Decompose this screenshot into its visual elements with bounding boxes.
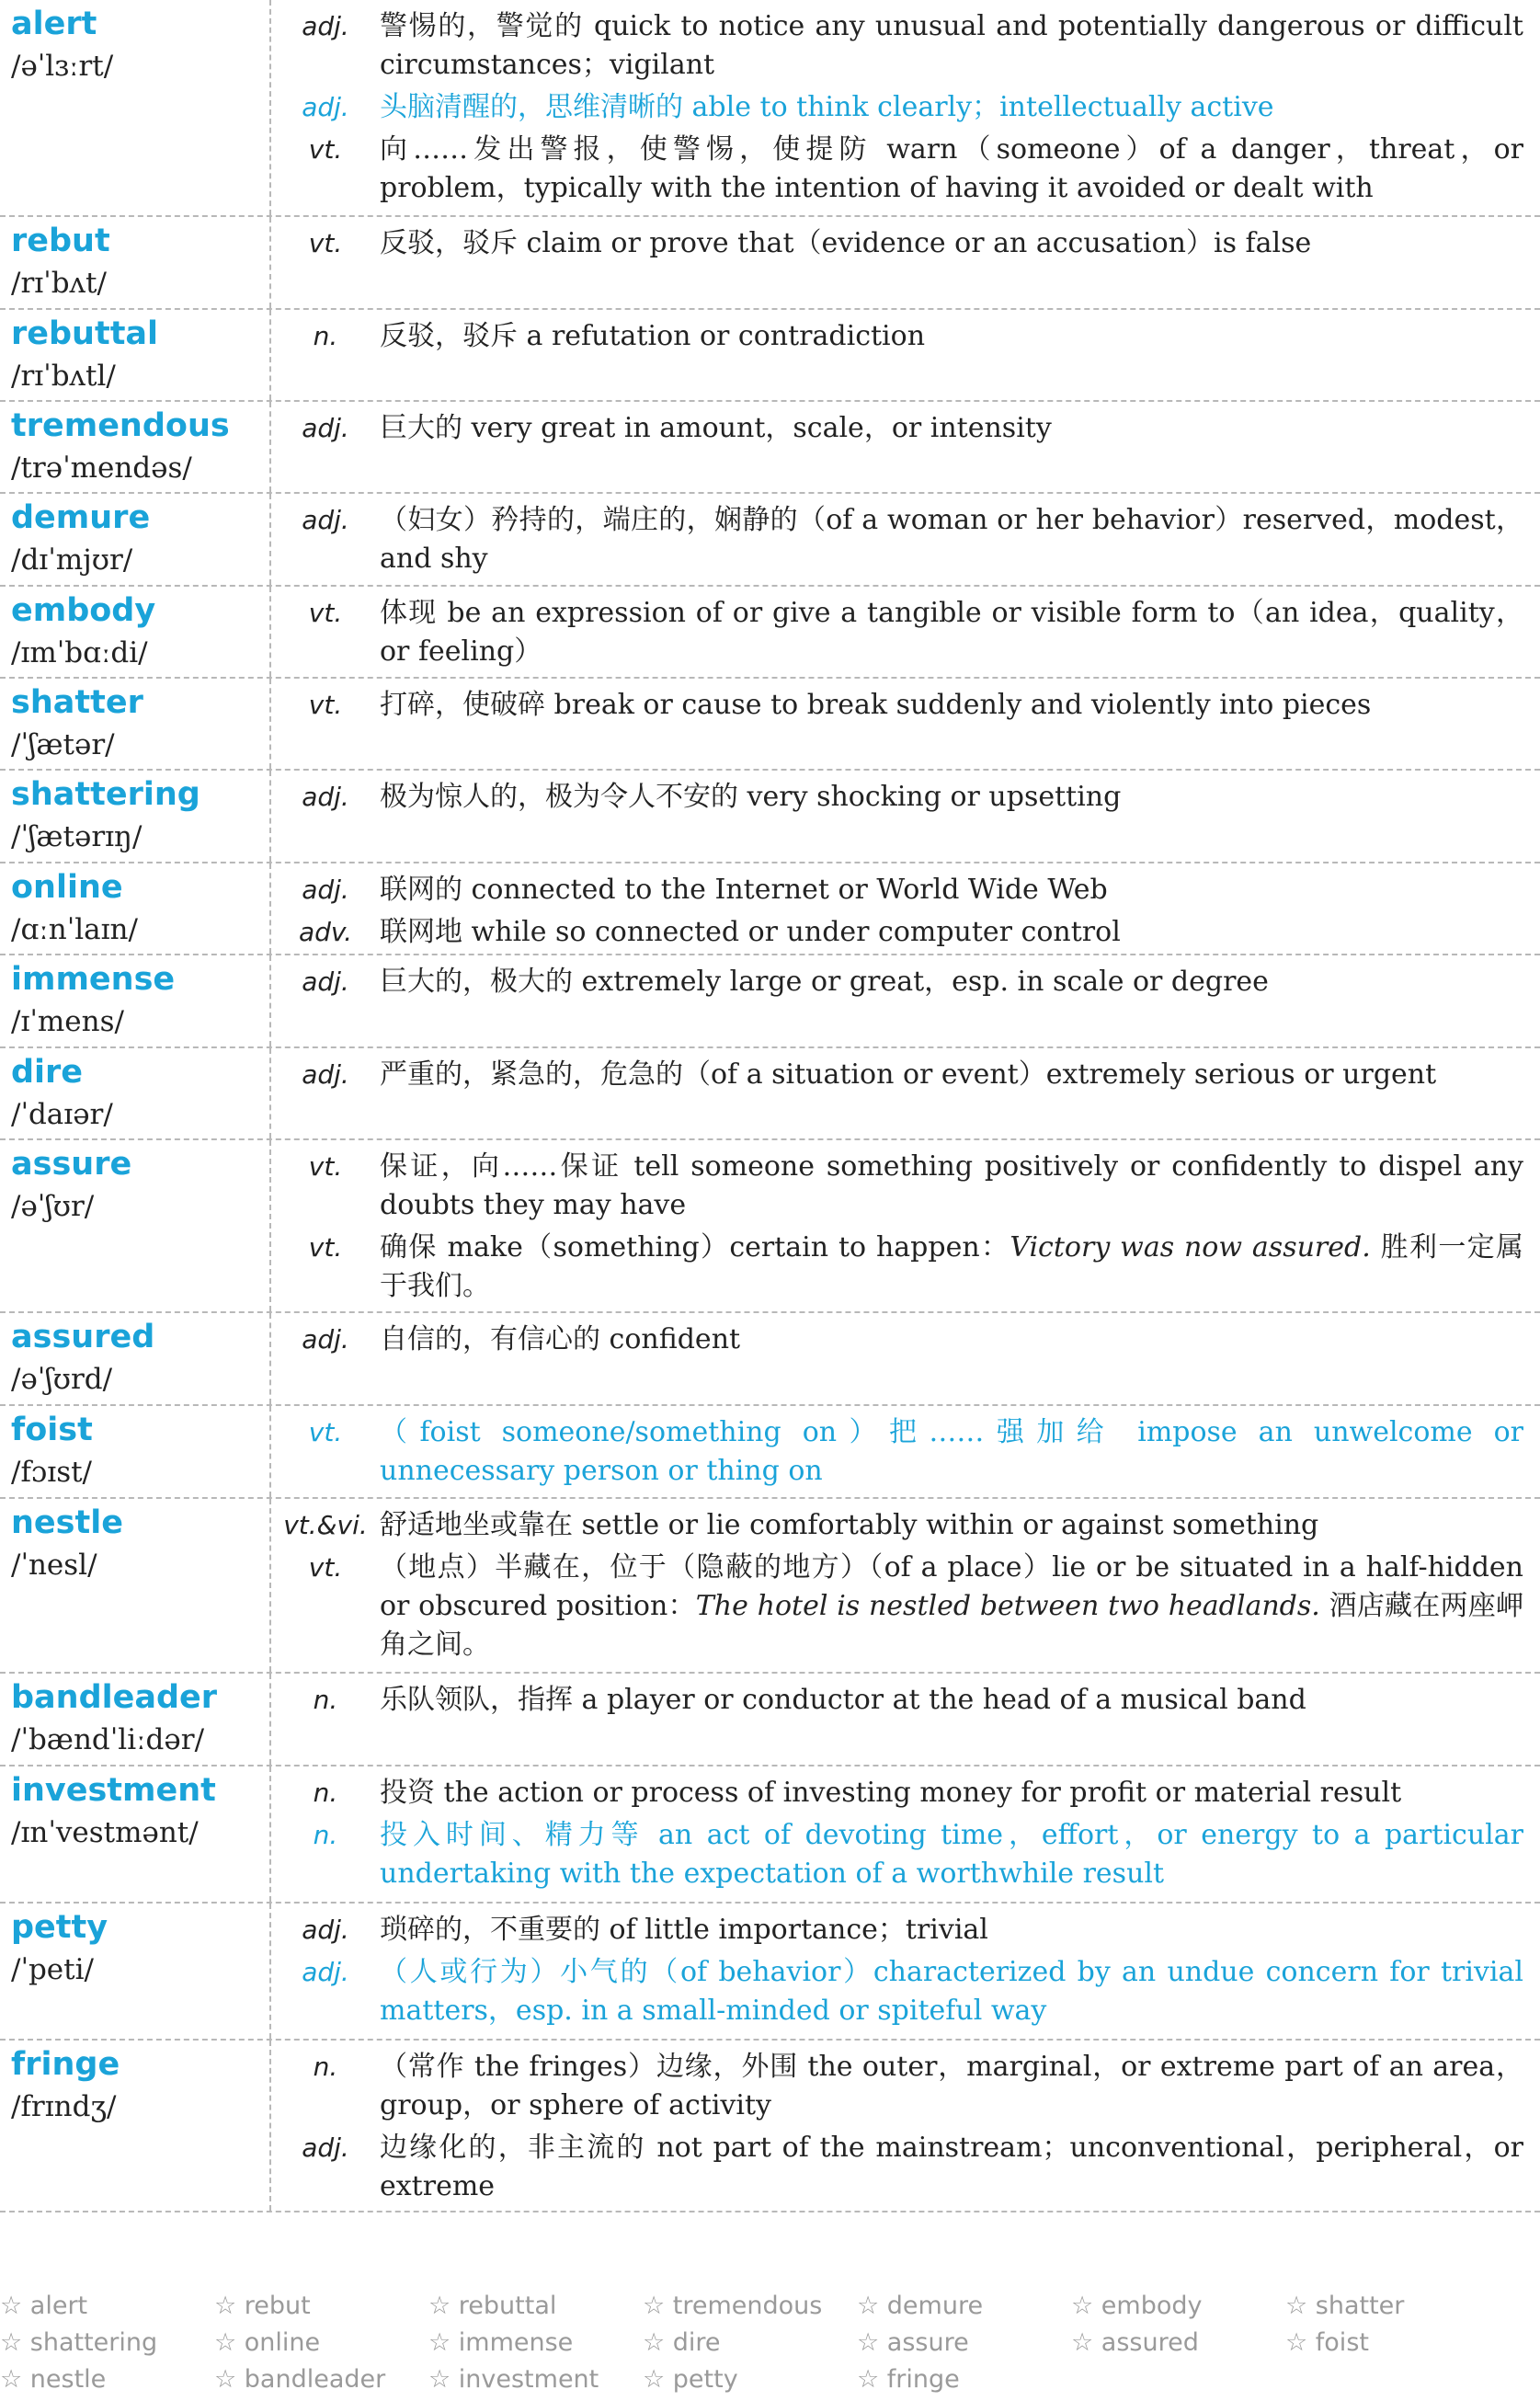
definition-main: 保证，向……保证 tell someone something positively or confidently to dispel any doubts they may have xyxy=(380,1150,1523,1221)
sense xyxy=(271,1506,1523,1545)
headword-column xyxy=(0,1313,271,1404)
headword-column xyxy=(0,863,271,954)
sense xyxy=(271,409,1523,448)
sense xyxy=(271,7,1523,85)
phonetic: /ɑːnˈlaɪn/ xyxy=(11,913,138,946)
phonetic: /ˈdaɪər/ xyxy=(11,1098,113,1131)
headword: assure xyxy=(11,1146,132,1183)
part-of-speech: vt.&vi. xyxy=(283,1510,368,1540)
definition-text xyxy=(380,1413,1523,1491)
index-item: ☆ online xyxy=(214,2328,321,2357)
definition-column xyxy=(271,494,1540,585)
headword: fringe xyxy=(11,2046,120,2083)
definition-text xyxy=(380,1681,1523,1720)
sense xyxy=(271,131,1523,208)
part-of-speech: vt. xyxy=(308,134,343,165)
definition-text xyxy=(380,1506,1523,1545)
entry-petty xyxy=(0,1904,1540,2041)
phonetic: /ˈʃætər/ xyxy=(11,728,115,761)
index-item: ☆ foist xyxy=(1285,2328,1369,2357)
part-of-speech: vt. xyxy=(308,1151,343,1182)
definition-text xyxy=(380,594,1523,671)
part-of-speech: vt. xyxy=(308,1232,343,1263)
part-of-speech: adv. xyxy=(298,917,353,947)
entry-bandleader xyxy=(0,1674,1540,1766)
definition-text xyxy=(380,1229,1523,1306)
headword-column xyxy=(0,1904,271,2039)
headword: petty xyxy=(11,1909,108,1946)
definition-column xyxy=(271,2041,1540,2211)
phonetic: /ˈʃætərɪŋ/ xyxy=(11,820,143,853)
definition-text xyxy=(380,1321,1523,1359)
definition-text xyxy=(380,1911,1523,1949)
headword: shattering xyxy=(11,776,200,813)
definition-column xyxy=(271,310,1540,400)
definition-main: 反驳，驳斥 a refutation or contradiction xyxy=(380,320,926,352)
definition-text xyxy=(380,2129,1523,2206)
phonetic: /əˈʃʊr/ xyxy=(11,1190,95,1223)
index-row xyxy=(0,2361,1540,2398)
phonetic: /trəˈmendəs/ xyxy=(11,452,192,485)
definition-text xyxy=(380,131,1523,208)
definition-main: 确保 make（something）certain to happen： xyxy=(380,1231,1010,1263)
sense xyxy=(271,1774,1523,1812)
headword: nestle xyxy=(11,1504,123,1541)
headword-column xyxy=(0,679,271,769)
part-of-speech: adj. xyxy=(302,2132,349,2163)
definition-text xyxy=(380,7,1523,85)
index-item: ☆ shattering xyxy=(0,2328,158,2357)
index-row xyxy=(0,2325,1540,2361)
sense xyxy=(271,1549,1523,1664)
part-of-speech: adj. xyxy=(302,505,349,535)
headword: demure xyxy=(11,499,151,536)
phonetic: /ˈpeti/ xyxy=(11,1953,94,1986)
definition-text xyxy=(380,1056,1523,1094)
part-of-speech: adj. xyxy=(302,92,349,122)
phonetic: /əˈlɜːrt/ xyxy=(11,50,114,83)
headword-column xyxy=(0,771,271,862)
entry-nestle xyxy=(0,1499,1540,1674)
phonetic: /rɪˈbʌt/ xyxy=(11,267,107,300)
sense xyxy=(271,1816,1523,1893)
sense xyxy=(271,317,1523,356)
entry-shatter xyxy=(0,679,1540,771)
definition-main: 自信的，有信心的 confident xyxy=(380,1323,741,1355)
definition-main: 严重的，紧急的，危急的（of a situation or event）extremely serious or urgent xyxy=(380,1058,1437,1091)
sense xyxy=(271,501,1523,578)
definition-column xyxy=(271,955,1540,1046)
entry-alert xyxy=(0,0,1540,217)
sense xyxy=(271,1413,1523,1491)
index-item: ☆ assured xyxy=(1071,2328,1199,2357)
definition-column xyxy=(271,1904,1540,2039)
part-of-speech: vt. xyxy=(308,1417,343,1447)
sense xyxy=(271,1953,1523,2030)
headword: online xyxy=(11,869,123,906)
example-sentence: Victory was now assured. xyxy=(1010,1231,1371,1263)
phonetic: /frɪndʒ/ xyxy=(11,2090,117,2123)
definition-main: 琐碎的，不重要的 of little importance；trivial xyxy=(380,1914,988,1946)
definition-text xyxy=(380,2048,1523,2125)
definition-main: 体现 be an expression of or give a tangible or visible form to（an idea，quality，or feeling） xyxy=(380,597,1523,668)
sense xyxy=(271,1148,1523,1225)
definition-main: 反驳，驳斥 claim or prove that（evidence or an accusation）is false xyxy=(380,227,1312,259)
definition-main: （地点）半藏在，位于（隐蔽的地方）（of a place）lie or be situated in a half-hidden or obscured position： xyxy=(380,1551,1523,1622)
index-item: ☆ tremendous xyxy=(643,2292,823,2320)
entry-fringe xyxy=(0,2041,1540,2212)
index-item: ☆ rebut xyxy=(214,2292,311,2320)
definition-text xyxy=(380,1549,1523,1664)
definition-main: 头脑清醒的，思维清晰的 able to think clearly；intellectually active xyxy=(380,91,1274,123)
definition-text xyxy=(380,871,1523,909)
part-of-speech: adj. xyxy=(302,966,349,997)
definition-column xyxy=(271,1406,1540,1497)
headword: assured xyxy=(11,1319,155,1355)
headword: dire xyxy=(11,1054,84,1091)
sense xyxy=(271,1321,1523,1359)
headword-column xyxy=(0,402,271,492)
index-item: ☆ dire xyxy=(643,2328,721,2357)
index-item: ☆ bandleader xyxy=(214,2365,386,2394)
definition-main: 投资 the action or process of investing money for profit or material result xyxy=(380,1777,1402,1809)
phonetic: /ɪnˈvestmənt/ xyxy=(11,1816,199,1849)
headword: tremendous xyxy=(11,407,230,444)
definition-main: 联网的 connected to the Internet or World Wide Web xyxy=(380,874,1108,906)
sense xyxy=(271,224,1523,263)
definition-column xyxy=(271,402,1540,492)
index-item: ☆ petty xyxy=(643,2365,738,2394)
definition-main: （妇女）矜持的，端庄的，娴静的（of a woman or her behavior）reserved，modest，and shy xyxy=(380,504,1523,575)
part-of-speech: adj. xyxy=(302,11,349,41)
entry-assure xyxy=(0,1140,1540,1313)
sense xyxy=(271,871,1523,909)
definition-main: （foist someone/something on）把……强加给 impose an unwelcome or unnecessary person or thing on xyxy=(380,1416,1523,1487)
index-item: ☆ shatter xyxy=(1285,2292,1405,2320)
phonetic: /ɪmˈbɑːdi/ xyxy=(11,636,148,669)
part-of-speech: adj. xyxy=(302,413,349,443)
part-of-speech: adj. xyxy=(302,782,349,812)
entry-foist xyxy=(0,1406,1540,1499)
part-of-speech: vt. xyxy=(308,598,343,628)
entry-dire xyxy=(0,1048,1540,1140)
headword-column xyxy=(0,955,271,1046)
headword-column xyxy=(0,2041,271,2211)
part-of-speech: adj. xyxy=(302,1915,349,1945)
headword: immense xyxy=(11,961,176,998)
part-of-speech: vt. xyxy=(308,1552,343,1583)
phonetic: /dɪˈmjʊr/ xyxy=(11,543,133,577)
part-of-speech: n. xyxy=(313,1778,338,1808)
definition-main: 巨大的 very great in amount，scale，or intensity xyxy=(380,412,1052,444)
definition-column xyxy=(271,1766,1540,1902)
part-of-speech: vt. xyxy=(308,228,343,258)
definition-text xyxy=(380,409,1523,448)
index-row xyxy=(0,2288,1540,2325)
headword: bandleader xyxy=(11,1679,218,1716)
index-item: ☆ investment xyxy=(428,2365,599,2394)
headword-column xyxy=(0,310,271,400)
headword-column xyxy=(0,1499,271,1672)
sense xyxy=(271,686,1523,725)
definition-column xyxy=(271,1313,1540,1404)
entry-shattering xyxy=(0,771,1540,863)
definition-column xyxy=(271,679,1540,769)
sense xyxy=(271,963,1523,1001)
headword-column xyxy=(0,1766,271,1902)
entry-embody xyxy=(0,587,1540,679)
definition-main: （人或行为）小气的（of behavior）characterized by an undue concern for trivial matters，esp. in a small-minded or spiteful way xyxy=(380,1956,1523,2027)
entry-immense xyxy=(0,955,1540,1048)
phonetic: /ˈbændˈliːdər/ xyxy=(11,1723,205,1756)
part-of-speech: adj. xyxy=(302,1957,349,1987)
headword: alert xyxy=(11,6,97,42)
index-item: ☆ nestle xyxy=(0,2365,107,2394)
phonetic: /əˈʃʊrd/ xyxy=(11,1363,113,1396)
definition-main: 向……发出警报，使警惕，使提防 warn（someone）of a danger，threat，or problem，typically with the intention of having it avoided or dealt with xyxy=(380,133,1523,204)
sense xyxy=(271,1911,1523,1949)
part-of-speech: adj. xyxy=(302,1059,349,1090)
headword: rebuttal xyxy=(11,315,159,352)
definition-text xyxy=(380,1953,1523,2030)
entry-demure xyxy=(0,494,1540,587)
headword-column xyxy=(0,1048,271,1138)
phonetic: /ˈnesl/ xyxy=(11,1549,97,1582)
definition-main: 乐队领队，指挥 a player or conductor at the head of a musical band xyxy=(380,1684,1306,1716)
headword: foist xyxy=(11,1412,93,1448)
definition-main: 打碎，使破碎 break or cause to break suddenly and violently into pieces xyxy=(380,689,1372,721)
index-item: ☆ fringe xyxy=(857,2365,960,2394)
example-translation: 酒店藏在两座岬角之间。 xyxy=(380,1590,1523,1661)
definition-main: 巨大的，极大的 extremely large or great，esp. in scale or degree xyxy=(380,966,1269,998)
index-item: ☆ demure xyxy=(857,2292,984,2320)
definition-text xyxy=(380,686,1523,725)
definition-column xyxy=(271,771,1540,862)
part-of-speech: vt. xyxy=(308,690,343,720)
definition-text xyxy=(380,88,1523,127)
headword: embody xyxy=(11,592,156,629)
headword: shatter xyxy=(11,684,143,721)
phonetic: /rɪˈbʌtl/ xyxy=(11,360,116,393)
index-item: ☆ assure xyxy=(857,2328,969,2357)
definition-column xyxy=(271,0,1540,215)
headword-column xyxy=(0,217,271,308)
definition-main: （常作 the fringes）边缘，外围 the outer，marginal，or extreme part of an area，group，or sphere of activity xyxy=(380,2051,1523,2121)
entry-assured xyxy=(0,1313,1540,1406)
example-translation: 胜利一定属于我们。 xyxy=(380,1231,1524,1302)
definition-text xyxy=(380,317,1523,356)
headword-column xyxy=(0,0,271,215)
definition-text xyxy=(380,501,1523,578)
part-of-speech: adj. xyxy=(302,1324,349,1355)
index-item: ☆ immense xyxy=(428,2328,574,2357)
headword-column xyxy=(0,494,271,585)
index-item: ☆ alert xyxy=(0,2292,88,2320)
definition-column xyxy=(271,863,1540,954)
definition-text xyxy=(380,224,1523,263)
definition-text xyxy=(380,963,1523,1001)
sense xyxy=(271,2048,1523,2125)
sense xyxy=(271,1056,1523,1094)
definition-main: 投入时间、精力等 an act of devoting time，effort，or energy to a particular undertaking with the expectation of a worthwhile result xyxy=(380,1819,1523,1890)
sense xyxy=(271,2129,1523,2206)
part-of-speech: n. xyxy=(313,321,338,351)
definition-text xyxy=(380,1774,1523,1812)
phonetic: /ɪˈmens/ xyxy=(11,1005,124,1038)
definition-text xyxy=(380,913,1523,952)
part-of-speech: adj. xyxy=(302,875,349,905)
index-item: ☆ embody xyxy=(1071,2292,1203,2320)
sense xyxy=(271,1229,1523,1306)
headword-column xyxy=(0,1140,271,1311)
headword-column xyxy=(0,1674,271,1765)
definition-text xyxy=(380,1816,1523,1893)
definition-main: 舒适地坐或靠在 settle or lie comfortably within or against something xyxy=(380,1509,1319,1541)
headword: investment xyxy=(11,1772,216,1809)
definition-text xyxy=(380,1148,1523,1225)
definition-column xyxy=(271,1674,1540,1765)
entry-rebuttal xyxy=(0,310,1540,402)
sense xyxy=(271,913,1523,952)
sense xyxy=(271,1681,1523,1720)
part-of-speech: n. xyxy=(313,1685,338,1715)
example-sentence: The hotel is nestled between two headlands. xyxy=(695,1590,1320,1622)
definition-text xyxy=(380,778,1523,817)
sense xyxy=(271,594,1523,671)
phonetic: /fɔɪst/ xyxy=(11,1456,93,1489)
definition-main: 边缘化的，非主流的 not part of the mainstream；unconventional，peripheral，or extreme xyxy=(380,2132,1523,2202)
sense xyxy=(271,778,1523,817)
part-of-speech: n. xyxy=(313,2052,338,2082)
part-of-speech: n. xyxy=(313,1820,338,1850)
entry-rebut xyxy=(0,217,1540,310)
definition-column xyxy=(271,217,1540,308)
headword-column xyxy=(0,1406,271,1497)
headword: rebut xyxy=(11,223,110,259)
entry-investment xyxy=(0,1766,1540,1904)
headword-column xyxy=(0,587,271,677)
definition-main: 极为惊人的，极为令人不安的 very shocking or upsetting xyxy=(380,781,1122,813)
definition-main: 联网地 while so connected or under computer control xyxy=(380,916,1121,948)
definition-column xyxy=(271,1499,1540,1672)
entry-online xyxy=(0,863,1540,955)
entry-tremendous xyxy=(0,402,1540,494)
definition-main: 警惕的，警觉的 quick to notice any unusual and potentially dangerous or difficult circumstances；vigilant xyxy=(380,10,1523,81)
index-item: ☆ rebuttal xyxy=(428,2292,557,2320)
sense xyxy=(271,88,1523,127)
definition-column xyxy=(271,1048,1540,1138)
definition-column xyxy=(271,587,1540,677)
definition-column xyxy=(271,1140,1540,1311)
word-index xyxy=(0,2288,1540,2398)
